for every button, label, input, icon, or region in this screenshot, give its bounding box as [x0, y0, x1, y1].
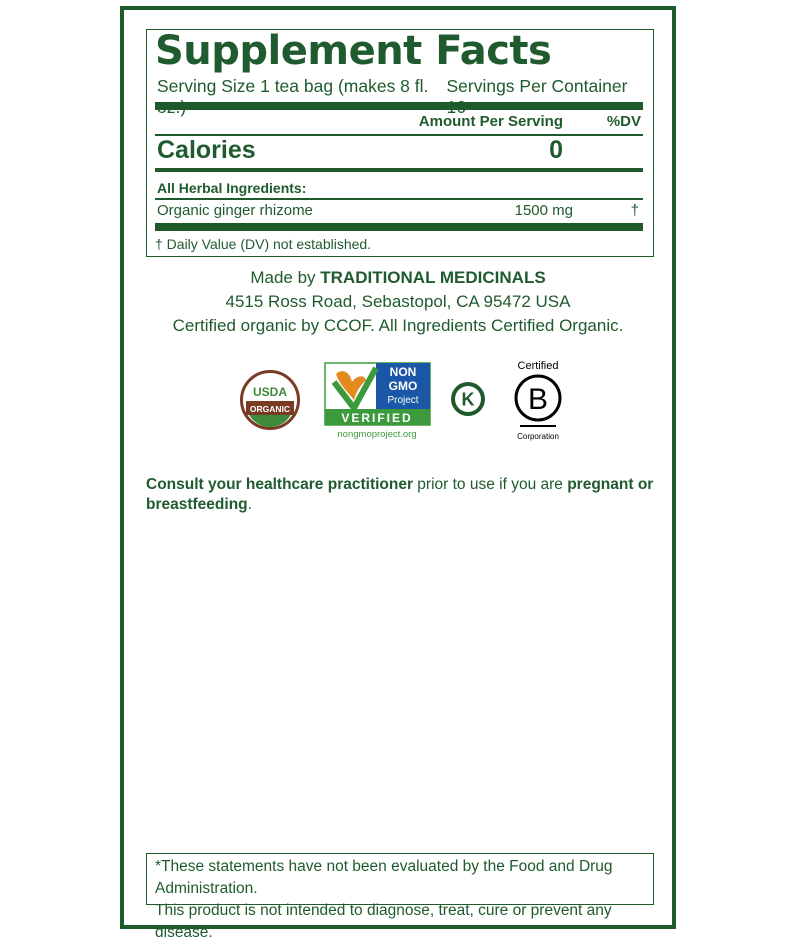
ingredient-row — [157, 202, 641, 222]
divider-thick — [155, 223, 643, 231]
fda-disclaimer — [146, 853, 654, 941]
supplement-facts-panel — [146, 29, 654, 257]
nongmo-url: nongmoproject.org — [337, 429, 417, 440]
divider-mid — [155, 168, 643, 172]
dv-header: %DV — [606, 113, 641, 130]
consult-mid: prior to use if you are — [413, 476, 568, 493]
serving-size: Serving Size 1 tea bag (makes 8 fl. — [157, 76, 429, 96]
non-gmo-project-logo — [324, 362, 434, 440]
calories-row — [157, 136, 641, 166]
divider-thick — [155, 102, 643, 110]
certification-statement: Certified organic by CCOF. All Ingredients Certified Organic. — [172, 316, 624, 335]
kosher-letter: K — [461, 389, 475, 410]
bcorp-corporation: Corporation — [517, 432, 559, 441]
company-address: 4515 Ross Road, Sebastopol, CA 95472 USA — [225, 292, 571, 311]
ingredient-name: Organic ginger rhizome — [157, 202, 313, 219]
made-by-label: Made by — [250, 268, 316, 287]
calories-label: Calories — [157, 136, 256, 164]
divider-thin — [155, 198, 643, 200]
herbal-heading: All Herbal Ingredients: — [157, 180, 307, 196]
servings-per-container: Servings Per Container — [446, 76, 628, 96]
consult-warning — [146, 475, 656, 515]
nongmo-project: Project — [387, 395, 419, 406]
facts-title: Supplement Facts — [155, 28, 552, 74]
dv-note: † Daily Value (DV) not established. — [155, 236, 372, 252]
consult-bold: Consult your healthcare practitioner — [146, 476, 413, 493]
amount-per-serving-label: Amount Per Serving — [418, 113, 563, 130]
bcorp-certified: Certified — [517, 360, 559, 372]
ingredient-dv: † — [630, 202, 639, 219]
nongmo-gmo: GMO — [388, 379, 418, 393]
made-by-line — [122, 268, 674, 288]
b-corporation-logo — [510, 358, 566, 446]
disclaimer-line-2: This product is not intended to diagnose, treat, cure or prevent any disease. — [155, 902, 612, 941]
usda-text: USDA — [252, 385, 288, 399]
consult-pregnant: pregnant or breastfeeding — [146, 476, 654, 513]
ingredient-amount: 1500 mg — [514, 202, 573, 219]
organic-text: ORGANIC — [249, 404, 291, 414]
nongmo-non: NON — [389, 365, 417, 379]
amount-header — [157, 113, 641, 133]
kosher-icon — [450, 381, 486, 417]
disclaimer-line-1: *These statements have not been evaluated by the Food and Drug Administration. — [155, 858, 613, 897]
bcorp-letter: B — [527, 383, 549, 416]
calories-value: 0 — [549, 136, 563, 164]
usda-organic-seal — [240, 370, 300, 430]
company-name: TRADITIONAL MEDICINALS — [320, 268, 546, 287]
consult-end: . — [247, 496, 252, 513]
serving-row — [157, 76, 641, 98]
nongmo-verified: VERIFIED — [341, 411, 413, 425]
